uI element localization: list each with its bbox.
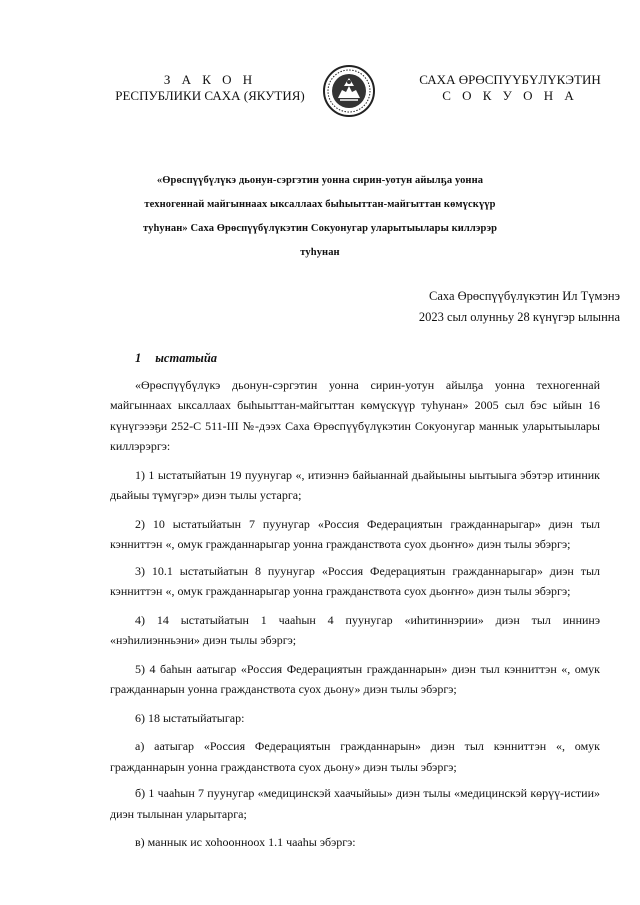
header-right-line1: САХА ӨРӨСПҮҮБҮЛҮКЭТИН xyxy=(419,72,601,87)
republic-emblem-seal-icon xyxy=(318,64,380,118)
list-item: а) аатыгар «Россия Федерациятын гражданнарын» диэн тыл кэнниттэн «, омук гражданнарын уонна гражданствота суох дьону» диэн тылы эбэргэ; xyxy=(110,739,600,774)
law-title xyxy=(110,169,530,265)
header-right-line2: С О К У О Н А xyxy=(442,88,578,103)
article-label: ыстатыйа xyxy=(155,351,218,365)
article-heading xyxy=(135,348,600,369)
law-title-line2: техногеннай майгыннаах ыксаллаах быһыыттан-майгыттан көмүскүүр xyxy=(144,199,496,210)
list-item: 3) 10.1 ыстатыйатын 8 пуунугар «Россия Федерациятын гражданнарыгар» диэн тыл кэнниттэн «, омук гражданнарыгар уонна гражданствота суох дьоҥҥо» диэн тылы эбэргэ; xyxy=(110,563,600,598)
law-title-line4: туһунан xyxy=(300,247,340,258)
article-intro-paragraph: «Өрөспүүбүлүкэ дьонун-сэргэтин уонна сирин-уотун айылҕа уонна техногеннай майгыннаах ыксаллаах быһыыттан-майгыттан көмүскүүр туһунан» 2005 сыл бэс ыйын 16 күнүгэээҕи 252-С 511-III №-дээх Саха Өрөспүүбүлүкэтин Сокуонугар маннык уларытыылары киллэрэргэ: xyxy=(110,377,600,453)
header-left-block xyxy=(95,72,325,104)
list-item: 2) 10 ыстатыйатын 7 пуунугар «Россия Федерациятын гражданнарыгар» диэн тыл кэнниттэн «, омук гражданнарыгар уонна гражданствота суох дьоҥҥо» диэн тылы эбэргэ; xyxy=(110,516,600,551)
list-item: б) 1 чааһын 7 пуунугар «медицинскэй хаачыйыы» диэн тылы «медицинскэй көрүү-истии» диэн тылынан уларытарга; xyxy=(110,786,600,821)
list-item: 1) 1 ыстатыйатын 19 пуунугар «, итиэннэ байыаннай дьайыыны ыытыыга эбэтэр итинник дьайыы түмүгэр» диэн тылы устарга; xyxy=(110,467,600,502)
article-number: 1 xyxy=(135,351,142,365)
law-title-line3: туһунан» Саха Өрөспүүбүлүкэтин Сокуонугар уларытыылары киллэрэр xyxy=(142,223,498,234)
law-title-line1: «Өрөспүүбүлүкэ дьонун-сэргэтин уонна сирин-уотун айылҕа уонна xyxy=(156,175,484,186)
document-body xyxy=(110,348,600,853)
list-item: в) маннык ис хоһоонноох 1.1 чааһы эбэргэ: xyxy=(135,835,356,849)
adoption-body: Саха Өрөспүүбүлүкэтин Ил Түмэнэ xyxy=(428,289,620,303)
header-left-line1: З А К О Н xyxy=(163,72,257,87)
header-right-block xyxy=(400,72,620,104)
list-item: 6) 18 ыстатыйатыгар: xyxy=(135,710,245,725)
list-item: 4) 14 ыстатыйатын 1 чааһын 4 пуунугар «иһитиннэрии» диэн тыл иннинэ «нэһилиэнньэни» диэн тылы эбэргэ; xyxy=(110,612,600,647)
adoption-info xyxy=(419,286,620,328)
list-item: 5) 4 баһын аатыгар «Россия Федерациятын гражданнарын» диэн тыл кэнниттэн «, омук гражданнарын уонна гражданствота суох дьону» диэн тылы эбэргэ; xyxy=(110,661,600,696)
adoption-date: 2023 сыл олунньу 28 күнүгэр ылынна xyxy=(418,310,620,324)
header-left-line2: РЕСПУБЛИКИ САХА (ЯКУТИЯ) xyxy=(115,88,305,103)
